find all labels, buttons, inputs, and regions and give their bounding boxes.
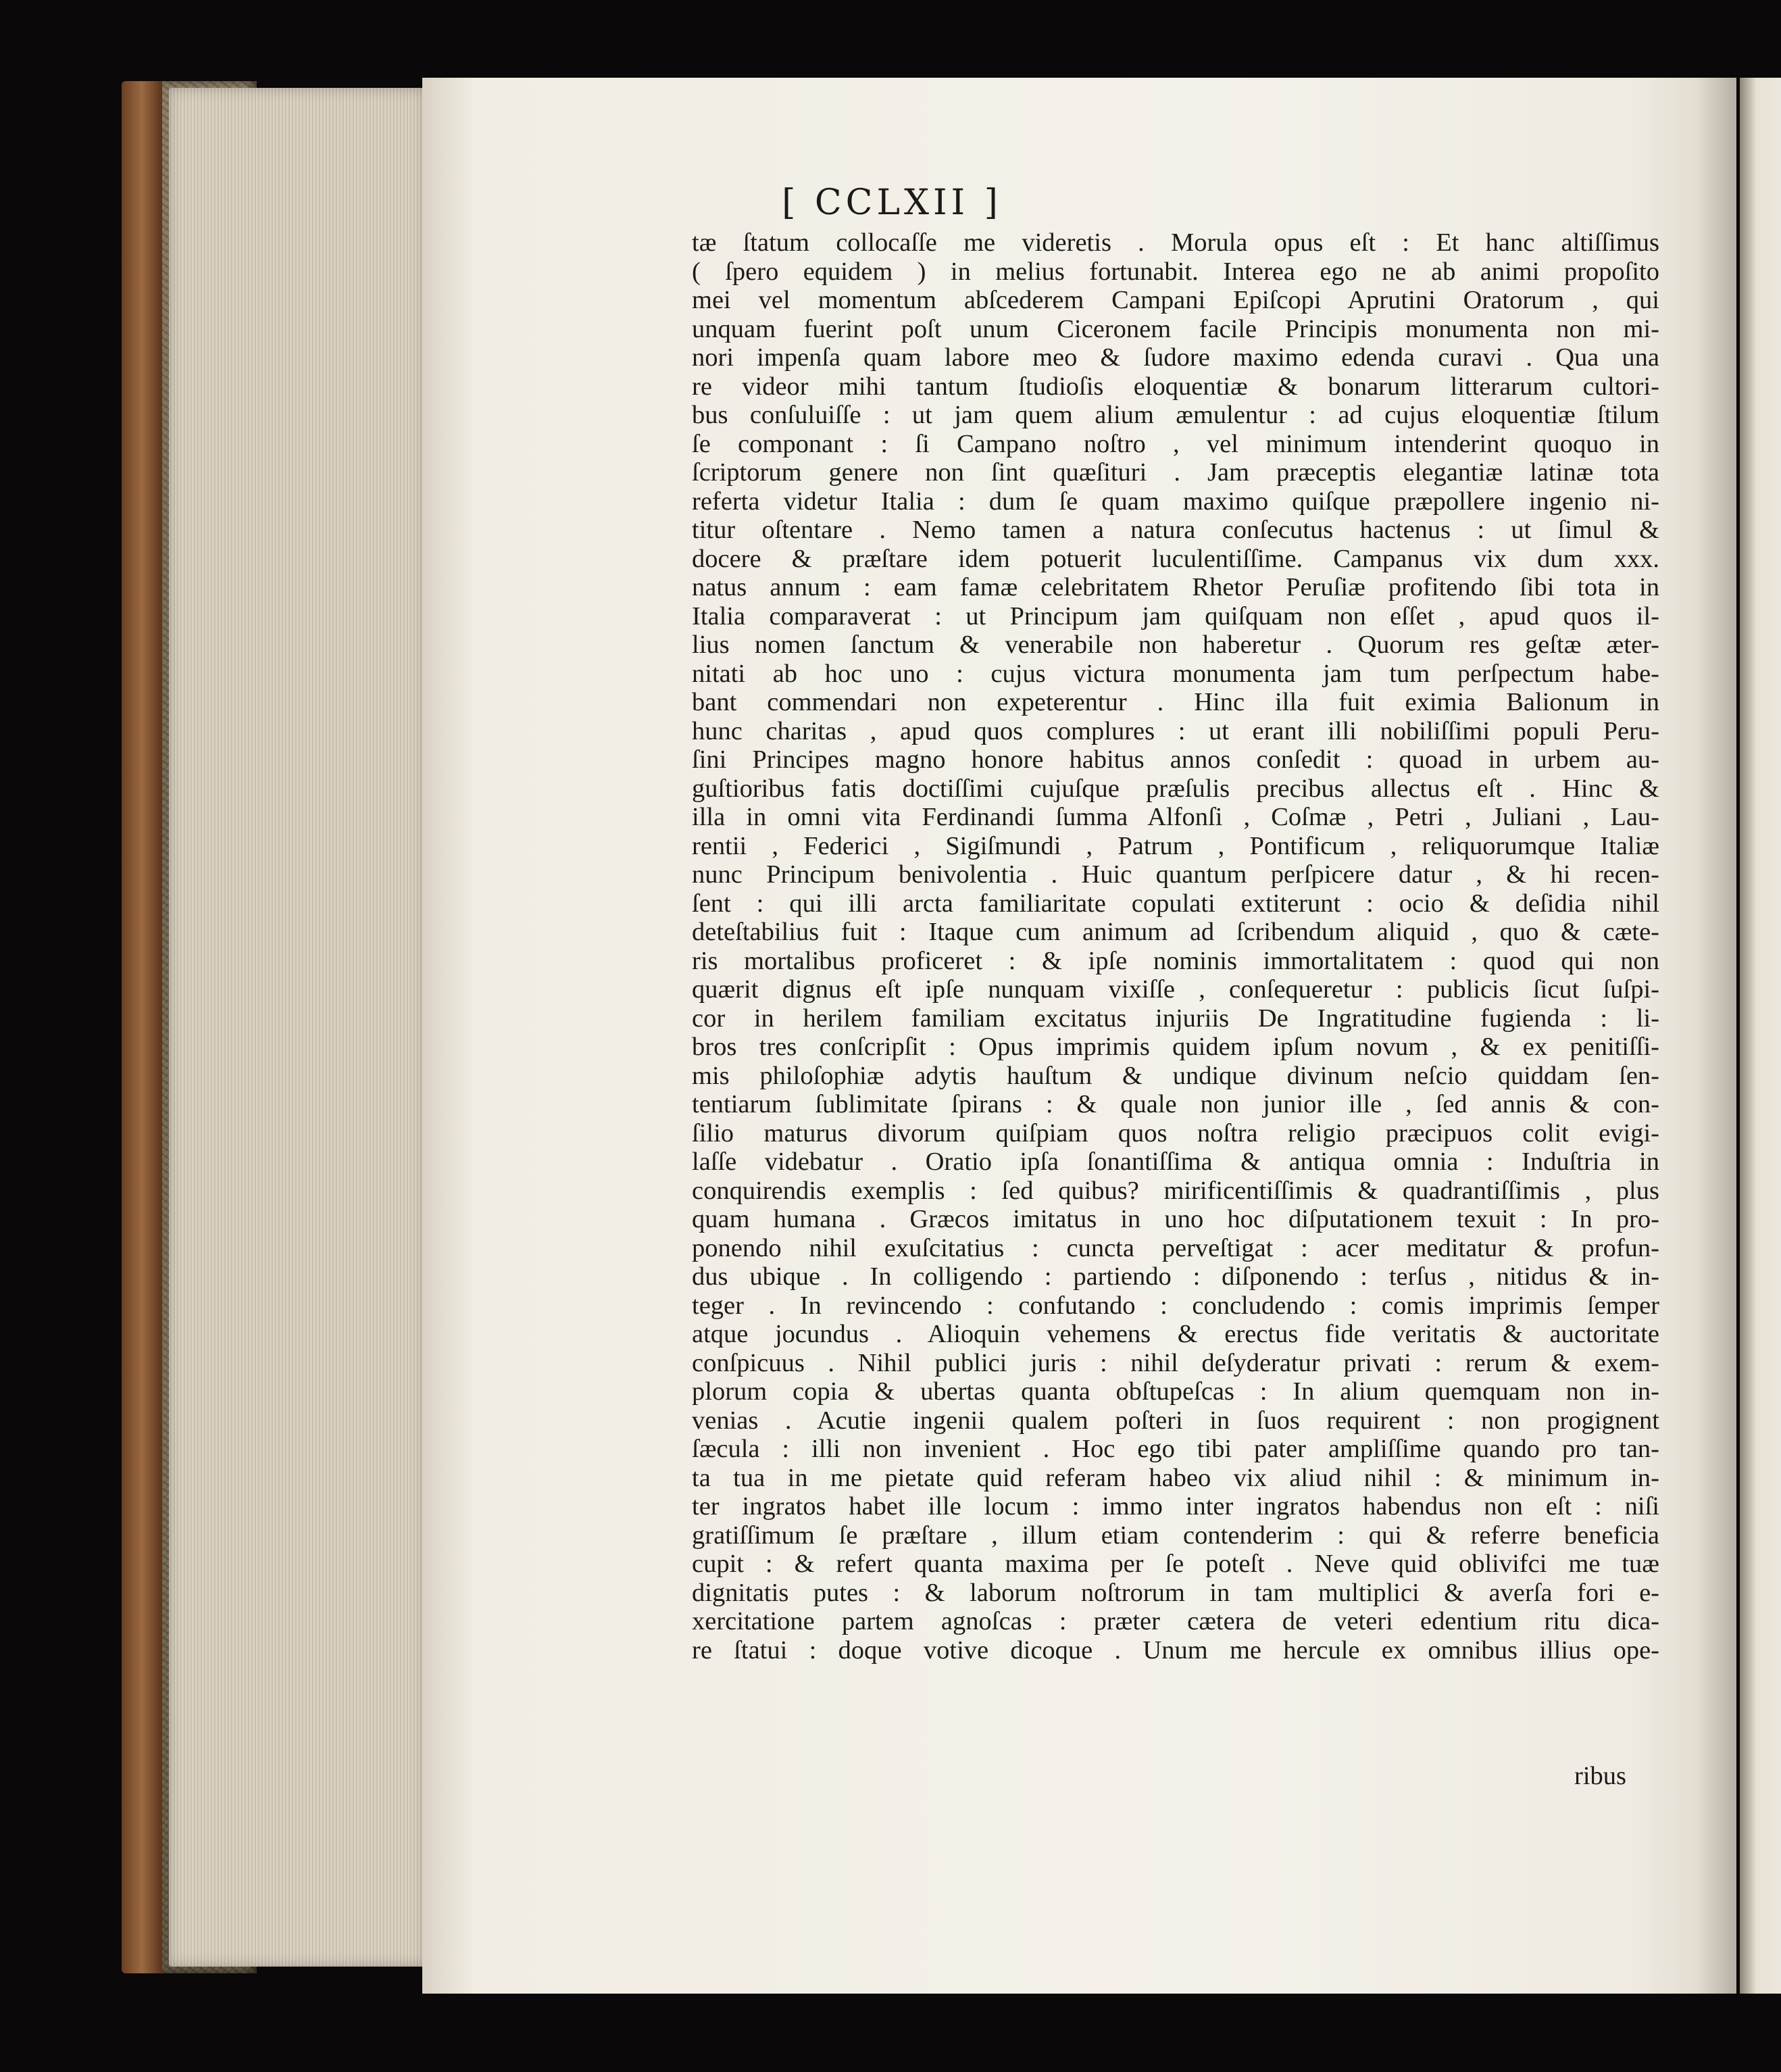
facing-page-edge bbox=[1740, 78, 1781, 1994]
text-line: venias . Acutie ingenii qualem poſteri in ſuos requirent : non progignent bbox=[692, 1406, 1659, 1435]
page-fore-edge bbox=[169, 88, 426, 1967]
text-line: xercitatione partem agnoſcas : præter cætera de veteri edentium ritu dica- bbox=[692, 1607, 1659, 1635]
text-line: re ſtatui : doque votive dicoque . Unum me hercule ex omnibus illius ope- bbox=[692, 1635, 1659, 1664]
text-line: hunc charitas , apud quos complures : ut erant illi nobiliſſimi populi Peru- bbox=[692, 716, 1659, 745]
text-line: mis philoſophiæ adytis hauſtum & undique divinum neſcio quiddam ſen- bbox=[692, 1061, 1659, 1090]
text-line: re videor mihi tantum ſtudioſis eloquentiæ & bonarum litterarum cultori- bbox=[692, 372, 1659, 401]
text-line: bros tres conſcripſit : Opus imprimis quidem ipſum novum , & ex penitiſſi- bbox=[692, 1033, 1659, 1061]
text-line: nitati ab hoc uno : cujus victura monumenta jam tum perſpectum habe- bbox=[692, 659, 1659, 688]
text-line: dus ubique . In colligendo : partiendo : diſponendo : terſus , nitidus & in- bbox=[692, 1262, 1659, 1291]
text-line: unquam fuerint poſt unum Ciceronem facile Principis monumenta non mi- bbox=[692, 314, 1659, 343]
text-line: Italia comparaverat : ut Principum jam quiſquam non eſſet , apud quos il- bbox=[692, 601, 1659, 631]
leather-spine-edge bbox=[122, 81, 162, 1973]
text-line: ta tua in me pietate quid referam habeo vix aliud nihil : & minimum in- bbox=[692, 1463, 1659, 1492]
text-line: mei vel momentum abſcederem Campani Epiſcopi Aprutini Oratorum , qui bbox=[692, 286, 1659, 314]
text-line: titur oſtentare . Nemo tamen a natura conſecutus hactenus : ut ſimul & bbox=[692, 516, 1659, 544]
text-line: cupit : & refert quanta maxima per ſe poteſt . Neve quid oblivifci me tuæ bbox=[692, 1550, 1659, 1578]
text-line: laſſe videbatur . Oratio ipſa ſonantiſſima & antiqua omnia : Induſtria in bbox=[692, 1148, 1659, 1176]
text-line: quam humana . Græcos imitatus in uno hoc diſputationem texuit : In pro- bbox=[692, 1205, 1659, 1233]
text-line: guſtioribus fatis doctiſſimi cujuſque præſulis precibus allectus eſt . Hinc & bbox=[692, 774, 1659, 803]
text-line: bus conſuluiſſe : ut jam quem alium æmulentur : ad cujus eloquentiæ ſtilum bbox=[692, 401, 1659, 429]
catchword: ribus bbox=[1574, 1762, 1626, 1790]
page-gutter-shadow bbox=[1696, 78, 1736, 1994]
text-line: nori impenſa quam labore meo & ſudore maximo edenda curavi . Qua una bbox=[692, 343, 1659, 372]
text-line: ( ſpero equidem ) in melius fortunabit. Interea ego ne ab animi propoſito bbox=[692, 257, 1659, 286]
page-number-header: [ CCLXII ] bbox=[782, 182, 1002, 223]
body-text bbox=[692, 228, 1659, 1664]
text-line: lius nomen ſanctum & venerabile non haberetur . Quorum res geſtæ æter- bbox=[692, 631, 1659, 659]
text-line: natus annum : eam famæ celebritatem Rhetor Peruſiæ profitendo ſibi tota in bbox=[692, 573, 1659, 601]
text-line: teger . In revincendo : confutando : concludendo : comis imprimis ſemper bbox=[692, 1291, 1659, 1320]
text-line: quærit dignus eſt ipſe nunquam vixiſſe , conſequeretur : publicis ſicut ſuſpi- bbox=[692, 975, 1659, 1004]
text-line: plorum copia & ubertas quanta obſtupeſcas : In alium quemquam non in- bbox=[692, 1377, 1659, 1406]
text-line: ſe componant : ſi Campano noſtro , vel minimum intenderint quoquo in bbox=[692, 429, 1659, 458]
text-line: ris mortalibus proficeret : & ipſe nominis immortalitatem : quod qui non bbox=[692, 946, 1659, 975]
text-line: gratiſſimum ſe præſtare , illum etiam contenderim : qui & referre beneficia bbox=[692, 1521, 1659, 1550]
text-line: conquirendis exemplis : ſed quibus? mirificentiſſimis & quadrantiſſimis , plus bbox=[692, 1176, 1659, 1205]
text-line: ponendo nihil exuſcitatius : cuncta perveſtigat : acer meditatur & profun- bbox=[692, 1233, 1659, 1262]
text-line: bant commendari non expeterentur . Hinc illa fuit eximia Balionum in bbox=[692, 688, 1659, 716]
text-line: conſpicuus . Nihil publici juris : nihil deſyderatur privati : rerum & exem- bbox=[692, 1348, 1659, 1377]
text-line: rentii , Federici , Sigiſmundi , Patrum , Pontificum , reliquorumque Italiæ bbox=[692, 831, 1659, 860]
text-line: ter ingratos habet ille locum : immo inter ingratos habendus non eſt : niſi bbox=[692, 1492, 1659, 1521]
text-line: ſcriptorum genere non ſint quæſituri . Jam præceptis elegantiæ latinæ tota bbox=[692, 458, 1659, 487]
text-line: ſent : qui illi arcta familiaritate copulati extiterunt : ocio & deſidia nihil bbox=[692, 889, 1659, 918]
text-line: tæ ſtatum collocaſſe me videretis . Morula opus eſt : Et hanc altiſſimus bbox=[692, 228, 1659, 257]
text-line: nunc Principum benivolentia . Huic quantum perſpicere datur , & hi recen- bbox=[692, 860, 1659, 889]
text-line: ſæcula : illi non invenient . Hoc ego tibi pater ampliſſime quando pro tan- bbox=[692, 1435, 1659, 1463]
text-line: dignitatis putes : & laborum noſtrorum in tam multiplici & averſa fori e- bbox=[692, 1578, 1659, 1607]
text-line: cor in herilem familiam excitatus injuriis De Ingratitudine fugienda : li- bbox=[692, 1004, 1659, 1033]
text-line: atque jocundus . Alioquin vehemens & erectus fide veritatis & auctoritate bbox=[692, 1320, 1659, 1348]
text-line: referta videtur Italia : dum ſe quam maximo quiſque præpollere ingenio ni- bbox=[692, 487, 1659, 516]
text-line: illa in omni vita Ferdinandi ſumma Alfonſi , Coſmæ , Petri , Juliani , Lau- bbox=[692, 803, 1659, 831]
text-line: deteſtabilius fuit : Itaque cum animum ad ſcribendum aliquid , quo & cæte- bbox=[692, 918, 1659, 946]
text-line: docere & præſtare idem potuerit luculentiſſime. Campanus vix dum xxx. bbox=[692, 544, 1659, 573]
text-line: tentiarum ſublimitate ſpirans : & quale non junior ille , ſed annis & con- bbox=[692, 1090, 1659, 1118]
text-line: ſini Principes magno honore habitus annos conſedit : quoad in urbem au- bbox=[692, 745, 1659, 774]
text-line: ſilio maturus divorum quiſpiam quos noſtra religio præcipuos colit evigi- bbox=[692, 1118, 1659, 1148]
